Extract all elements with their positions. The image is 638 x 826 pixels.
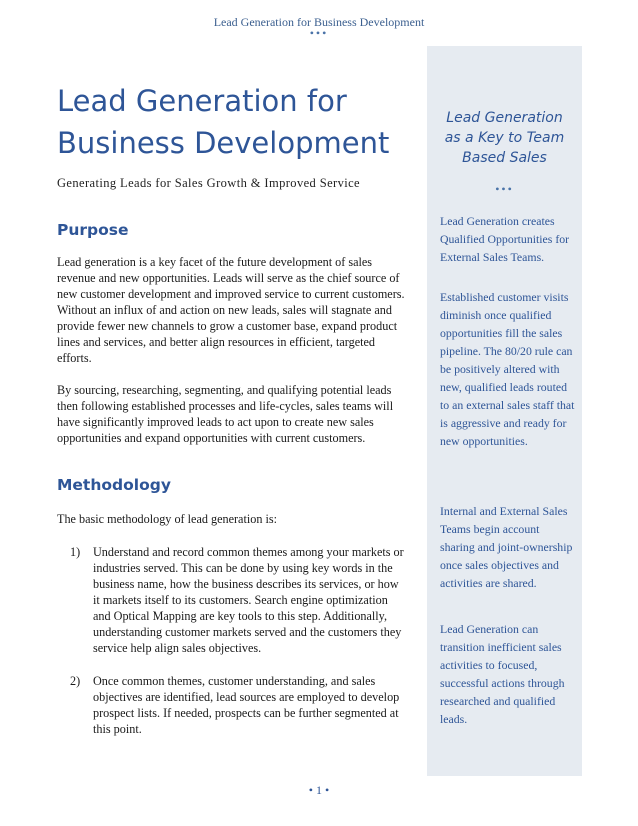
list-item-text: Once common themes, customer understanding, and sales objectives are identified, lead sources are employed to develop prospect lists. If needed, prospects can be further segmented at this point. (93, 674, 400, 736)
sidebar-title-line-2: as a Key to Team (444, 130, 565, 146)
sidebar-panel (427, 46, 582, 776)
sidebar-title (427, 108, 582, 168)
main-column (57, 80, 407, 737)
sidebar-paragraph-4: Lead Generation can transition inefficient sales activities to focused, successful actions through researched and qualified leads. (440, 622, 565, 726)
sidebar-paragraph-2: Established customer visits diminish once qualified opportunities fill the sales pipeline. The 80/20 rule can be positively altered with new, qualified leads routed to an external sales staff that is aggressive and ready for new opportunities. (440, 290, 575, 448)
document-title (57, 80, 407, 164)
running-header: Lead Generation for Business Development (213, 15, 425, 29)
sidebar-paragraph-1: Lead Generation creates Qualified Opportunities for External Sales Teams. (440, 214, 570, 264)
list-item (57, 544, 407, 656)
purpose-paragraph-1: Lead generation is a key facet of the future development of sales revenue and new opportunities. Leads will serve as the chief source of new customer development and improved service to current customers. Without an influx of and action on new leads, sales will stagnate and provide fewer new channels to grow a customer base, expand product lines and services, and better align resources in efficient, targeted efforts. (57, 255, 405, 365)
title-line-1: Lead Generation for (57, 84, 347, 118)
title-line-2: Business Development (57, 126, 390, 160)
purpose-paragraph-2: By sourcing, researching, segmenting, and qualifying potential leads then following established processes and life-cycles, sales teams will have significantly improved leads to act upon to create new sales opportunities and expand opportunities with current customers. (57, 383, 394, 445)
methodology-heading: Methodology (57, 476, 171, 494)
list-item (57, 673, 407, 737)
sidebar-title-line-3: Based Sales (462, 150, 547, 166)
list-item-text: Understand and record common themes among your markets or industries served. This can be done by using key words in the business name, how the business describes its services, or how it markets itself to its customers. Search engine optimization and Optical Mapping are key tools to this step. Additionally, understanding customer markets served and the customers they service help align sales objectives. (93, 545, 404, 655)
document-subtitle: Generating Leads for Sales Growth & Improved Service (57, 176, 361, 190)
list-item-number: 1) (70, 545, 81, 559)
sidebar-paragraph-3: Internal and External Sales Teams begin account sharing and joint-ownership once sales objectives and activities are shared. (440, 504, 573, 590)
methodology-list (57, 544, 407, 737)
header-ornament: ••• (309, 26, 329, 40)
methodology-intro: The basic methodology of lead generation is: (57, 512, 277, 526)
list-item-number: 2) (70, 674, 81, 688)
sidebar-ornament: ••• (495, 182, 514, 196)
sidebar-title-line-1: Lead Generation (446, 110, 563, 126)
purpose-heading: Purpose (57, 221, 129, 239)
page-number: • 1 • (308, 783, 330, 797)
